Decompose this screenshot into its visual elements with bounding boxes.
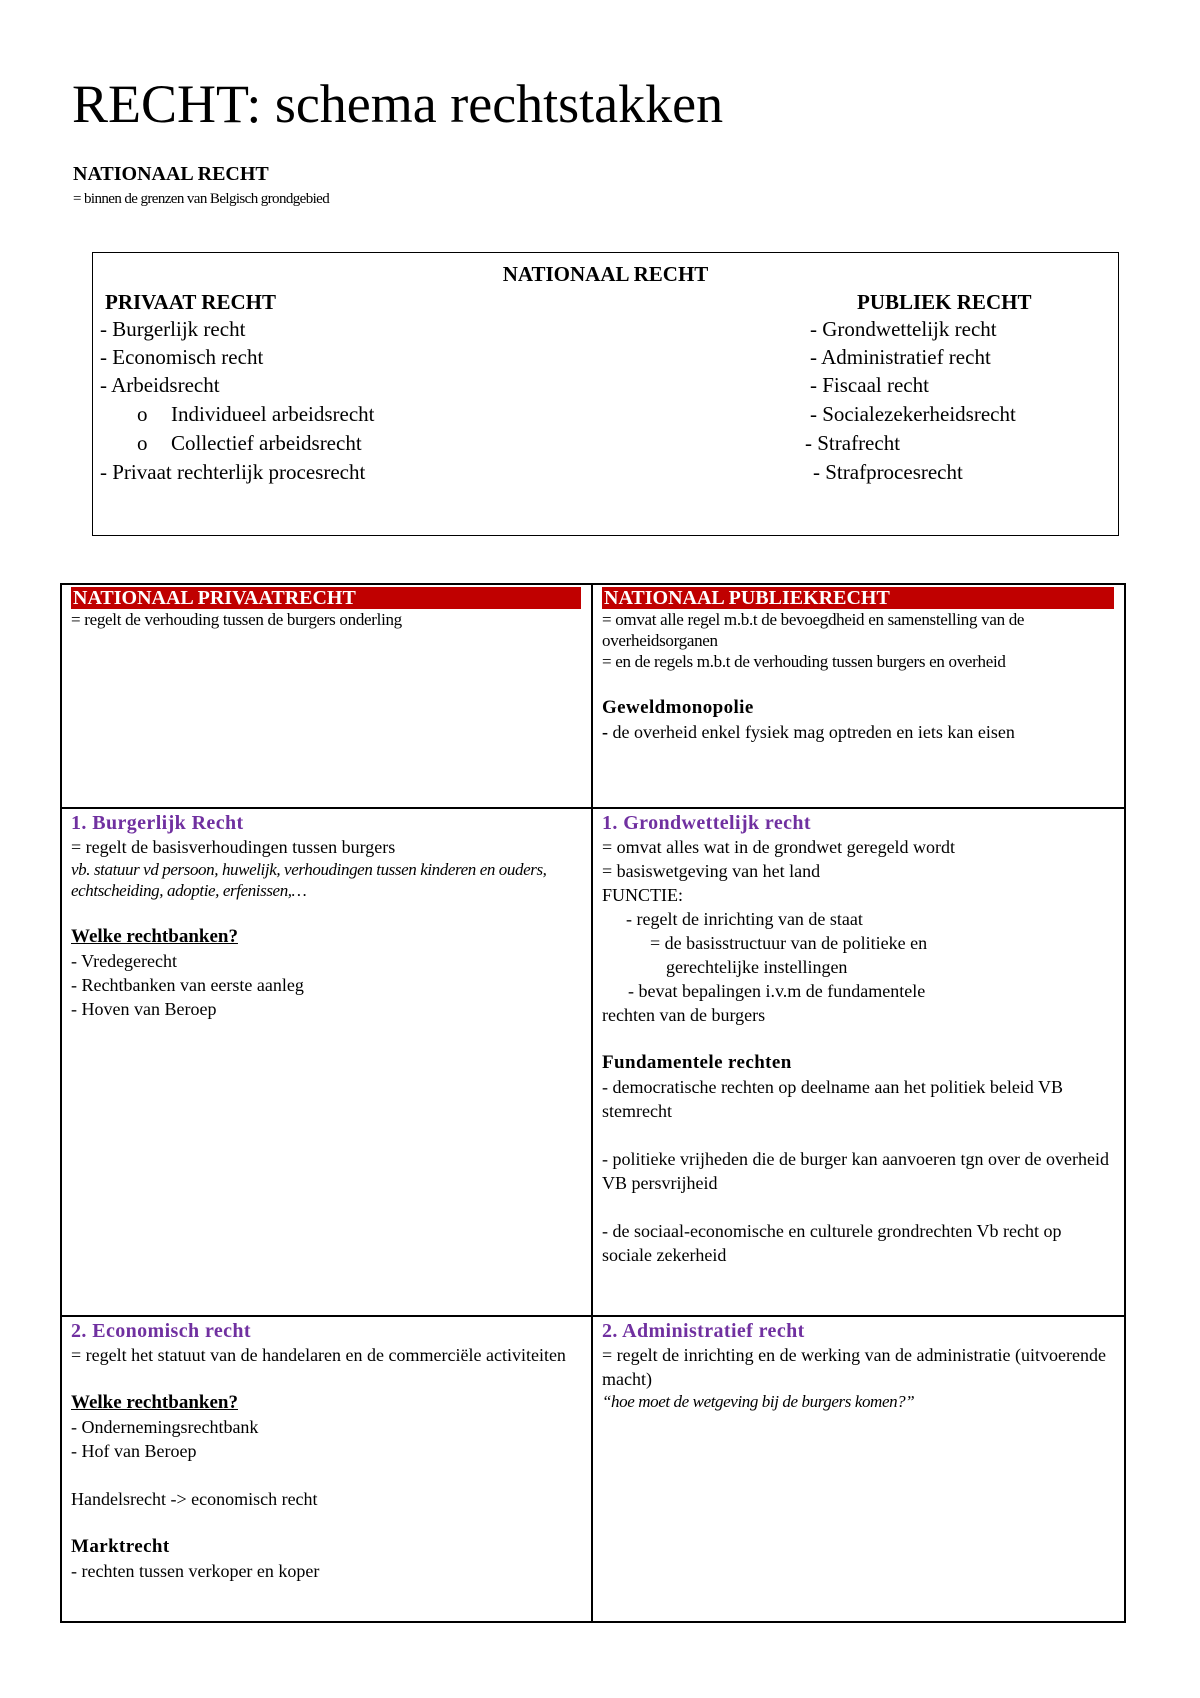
law-branches-table — [60, 583, 1126, 1623]
geweldmonopolie-text: - de overheid enkel fysiek mag optreden en iets kan eisen — [602, 722, 1015, 742]
publiek-definition: = omvat alle regel m.b.t de bevoegdheid en samenstelling van de overheidsorganen — [602, 610, 1025, 650]
burgerlijk-title: 1. Burgerlijk Recht — [71, 812, 244, 834]
grondwettelijk-definition: = omvat alles wat in de grondwet geregeld wordt — [602, 837, 956, 857]
privaat-definition: = regelt de verhouding tussen de burgers onderling — [71, 610, 402, 629]
court-item: - Rechtbanken van eerste aanleg — [71, 975, 304, 995]
circle-bullet-icon: o — [137, 431, 148, 455]
functie-item: gerechtelijke instellingen — [666, 957, 848, 977]
publiek-item: - Socialezekerheidsrecht — [810, 402, 1016, 426]
publiek-item: - Grondwettelijk recht — [810, 317, 997, 341]
administratief-title: 2. Administratief recht — [602, 1320, 805, 1342]
publiek-definition: = en de regels m.b.t de verhouding tussen burgers en overheid — [602, 652, 1006, 671]
publiek-heading: PUBLIEK RECHT — [857, 290, 1032, 314]
fundamenteel-recht: - de sociaal-economische en culturele grondrechten Vb recht op sociale zekerheid — [602, 1221, 1062, 1265]
privaat-cell — [61, 584, 592, 808]
section-definition: = binnen de grenzen van Belgisch grondgebied — [73, 191, 330, 207]
fundamentele-rechten-heading: Fundamentele rechten — [602, 1052, 792, 1073]
overview-title: NATIONAAL RECHT — [502, 262, 709, 286]
functie-label: FUNCTIE: — [602, 885, 683, 905]
privaat-header: NATIONAAL PRIVAATRECHT — [71, 587, 581, 609]
fundamenteel-recht: - politieke vrijheden die de burger kan aanvoeren tgn over de overheid VB persvrijheid — [602, 1149, 1109, 1193]
marktrecht-text: - rechten tussen verkoper en koper — [71, 1561, 320, 1581]
administratief-quote: “hoe moet de wetgeving bij de burgers komen?” — [602, 1392, 915, 1411]
circle-bullet-icon: o — [137, 402, 148, 426]
grondwettelijk-title: 1. Grondwettelijk recht — [602, 812, 811, 834]
geweldmonopolie-heading: Geweldmonopolie — [602, 697, 754, 718]
burgerlijk-example: vb. statuur vd persoon, huwelijk, verhoudingen tussen kinderen en ouders, echtscheiding, adoptie, erfenissen,… — [71, 860, 547, 900]
privaat-item: - Burgerlijk recht — [100, 317, 246, 341]
grondwettelijk-cell — [592, 808, 1125, 1316]
privaat-subitem: o Collectief arbeidsrecht — [137, 429, 362, 458]
publiek-item: - Administratief recht — [810, 345, 991, 369]
economisch-title: 2. Economisch recht — [71, 1320, 251, 1342]
publiek-item: - Strafrecht — [805, 431, 901, 455]
burgerlijk-cell — [61, 808, 592, 1316]
burgerlijk-definition: = regelt de basisverhoudingen tussen burgers — [71, 837, 396, 857]
publiek-header: NATIONAAL PUBLIEKRECHT — [602, 587, 1114, 609]
functie-item: - regelt de inrichting van de staat — [626, 909, 863, 929]
privaat-heading: PRIVAAT RECHT — [105, 290, 276, 314]
economisch-definition: = regelt het statuut van de handelaren en de commerciële activiteiten — [71, 1345, 566, 1365]
administratief-definition: = regelt de inrichting en de werking van de administratie (uitvoerende macht) — [602, 1345, 1106, 1389]
grondwettelijk-definition: = basiswetgeving van het land — [602, 861, 821, 881]
publiek-item: - Strafprocesrecht — [813, 460, 963, 484]
section-heading: NATIONAAL RECHT — [73, 163, 269, 185]
publiek-item: - Fiscaal recht — [810, 373, 929, 397]
economisch-note: Handelsrecht -> economisch recht — [71, 1489, 318, 1509]
privaat-subitem: o Individueel arbeidsrecht — [137, 400, 375, 429]
marktrecht-heading: Marktrecht — [71, 1536, 170, 1557]
fundamenteel-recht: - democratische rechten op deelname aan het politiek beleid VB stemrecht — [602, 1077, 1063, 1121]
privaat-item: - Economisch recht — [100, 345, 264, 369]
court-item: - Vredegerecht — [71, 951, 178, 971]
courts-heading: Welke rechtbanken? — [71, 1392, 238, 1413]
privaat-item: - Arbeidsrecht — [100, 373, 220, 397]
functie-item: = de basisstructuur van de politieke en — [650, 933, 928, 953]
court-item: - Ondernemingsrechtbank — [71, 1417, 259, 1437]
overview-box — [92, 252, 1119, 536]
court-item: - Hoven van Beroep — [71, 999, 217, 1019]
court-item: - Hof van Beroep — [71, 1441, 197, 1461]
economisch-cell — [61, 1316, 592, 1622]
functie-item: - bevat bepalingen i.v.m de fundamentele — [628, 981, 926, 1001]
page-title: RECHT: schema rechtstakken — [72, 74, 724, 134]
publiek-cell — [592, 584, 1125, 808]
administratief-cell — [592, 1316, 1125, 1622]
functie-item: rechten van de burgers — [602, 1005, 766, 1025]
courts-heading: Welke rechtbanken? — [71, 926, 238, 947]
privaat-item: - Privaat rechterlijk procesrecht — [100, 460, 366, 484]
